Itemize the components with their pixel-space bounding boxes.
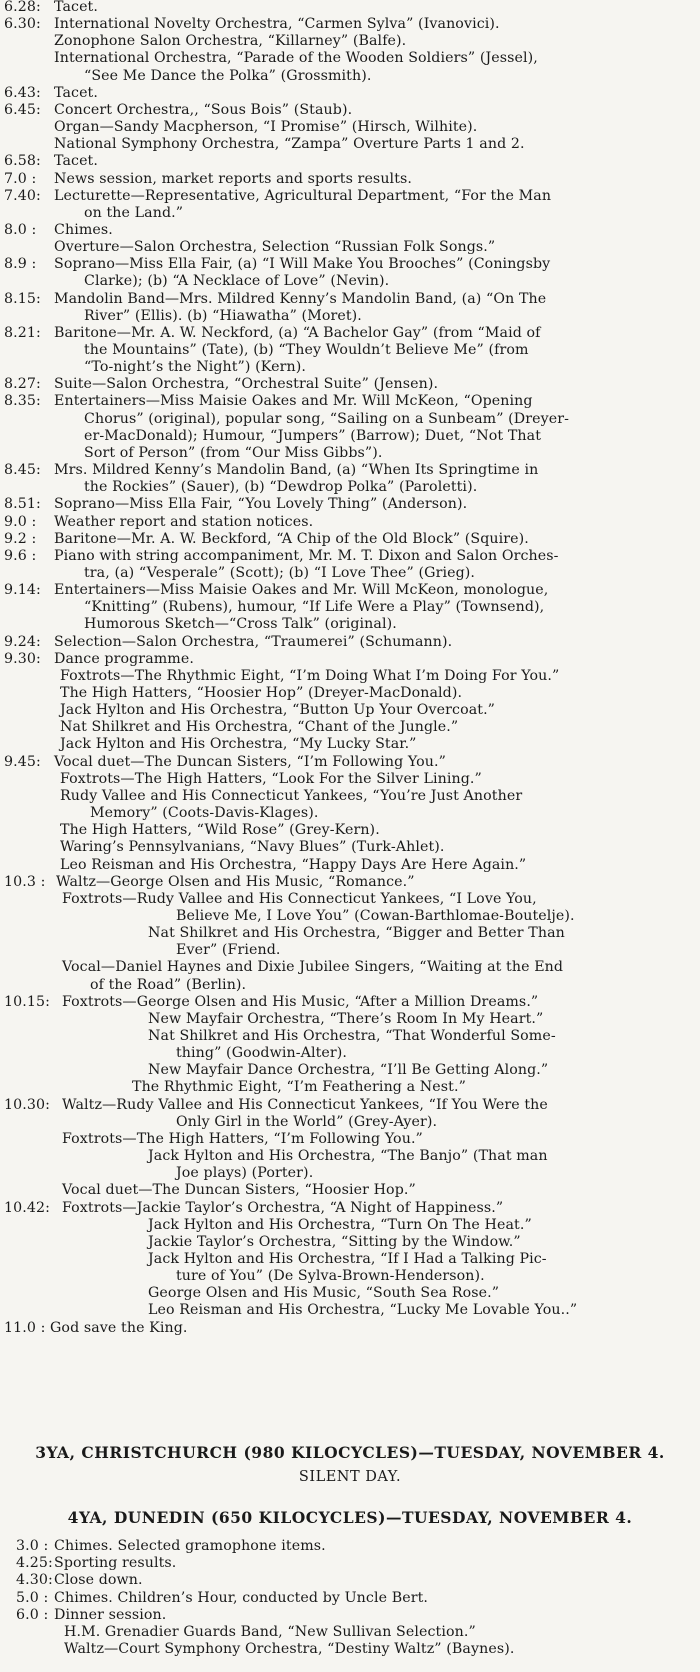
programme-text: Lecturette—Representative, Agricultural Department, “For the Man (54, 187, 552, 204)
time-label: 8.9 : (4, 256, 37, 273)
time-label: 3.0 : (16, 1538, 49, 1554)
programme-text: “To-night’s the Night”) (Kern). (84, 359, 306, 376)
programme-text: er-MacDonald); Humour, “Jumpers” (Barrow); Duet, “Not That (84, 427, 542, 444)
time-label: 8.27: (4, 376, 41, 393)
programme-text: Only Girl in the World” (Grey-Ayer). (176, 1113, 438, 1130)
silent-day-notice: SILENT DAY. (298, 1469, 402, 1485)
programme-text: the Rockies” (Sauer), (b) “Dewdrop Polka” (Paroletti). (84, 479, 478, 496)
programme-text: Nat Shilkret and His Orchestra, “Bigger and Better Than (148, 925, 565, 942)
programme-text: The Rhythmic Eight, “I’m Feathering a Nest.” (132, 1079, 466, 1096)
programme-text: Foxtrots—George Olsen and His Music, “After a Million Dreams.” (62, 993, 539, 1010)
time-label: 6.0 : (16, 1607, 49, 1623)
time-label: 10.3 : (4, 873, 46, 890)
programme-text: Foxtrots—The High Hatters, “I’m Following You.” (62, 1130, 423, 1147)
programme-text: Overture—Salon Orchestra, Selection “Russian Folk Songs.” (54, 239, 496, 256)
programme-text: New Mayfair Orchestra, “There’s Room In My Heart.” (148, 1010, 544, 1027)
programme-text: International Orchestra, “Parade of the Wooden Soldiers” (Jessel), (54, 50, 538, 67)
programme-text: Rudy Vallee and His Connecticut Yankees, “You’re Just Another (60, 787, 523, 804)
programme-text: National Symphony Orchestra, “Zampa” Overture Parts 1 and 2. (54, 136, 525, 153)
programme-text: News session, market reports and sports results. (54, 170, 412, 187)
programme-text: Joe plays) (Porter). (176, 1165, 314, 1182)
programme-text: Ever” (Friend. (176, 942, 281, 959)
time-label: 9.14: (4, 582, 41, 599)
programme-text: The High Hatters, “Wild Rose” (Grey-Kern). (60, 822, 380, 839)
programme-text: Weather report and station notices. (54, 513, 314, 530)
time-label: 4.25: (16, 1555, 53, 1571)
programme-text: Chimes. Selected gramophone items. (54, 1538, 326, 1554)
programme-text: “Knitting” (Rubens), humour, “If Life Were a Play” (Townsend), (84, 599, 545, 616)
programme-text: Jack Hylton and His Orchestra, “My Lucky Star.” (60, 736, 417, 753)
programme-text: Baritone—Mr. A. W. Beckford, “A Chip of the Old Block” (Squire). (54, 530, 529, 547)
programme-text: Nat Shilkret and His Orchestra, “That Wonderful Some- (148, 1028, 556, 1044)
programme-text: Tacet. (54, 0, 98, 15)
programme-text: Waltz—Court Symphony Orchestra, “Destiny Waltz” (Baynes). (64, 1641, 515, 1657)
station-heading-3ya: 3YA, CHRISTCHURCH (980 KILOCYCLES)—TUESDAY, NOVEMBER 4. (35, 1443, 665, 1462)
time-label: 8.35: (4, 393, 41, 410)
programme-text: Vocal—Daniel Haynes and Dixie Jubilee Singers, “Waiting at the End (62, 959, 564, 976)
time-label: 8.45: (4, 462, 41, 479)
time-label: 9.30: (4, 650, 41, 667)
time-label: 6.45: (4, 101, 41, 118)
programme-text: H.M. Grenadier Guards Band, “New Sullivan Selection.” (64, 1624, 476, 1640)
programme-text: Memory” (Coots-Davis-Klages). (90, 805, 319, 822)
programme-text: Jack Hylton and His Orchestra, “If I Had a Talking Pic- (148, 1250, 547, 1267)
time-label: 9.6 : (4, 547, 37, 564)
programme-text: Close down. (54, 1572, 143, 1588)
programme-text: Foxtrots—The High Hatters, “Look For the Silver Lining.” (60, 770, 482, 787)
time-label: 9.2 : (4, 530, 37, 547)
programme-text: Foxtrots—Jackie Taylor’s Orchestra, “A Night of Happiness.” (62, 1199, 504, 1216)
time-label: 4.30: (16, 1572, 53, 1588)
programme-text: River” (Ellis). (b) “Hiawatha” (Moret). (84, 307, 362, 324)
time-label: 11.0 : (4, 1319, 46, 1336)
programme-text: thing” (Goodwin-Alter). (176, 1045, 348, 1062)
programme-text: Leo Reisman and His Orchestra, “Happy Days Are Here Again.” (60, 856, 527, 873)
time-label: 7.40: (4, 187, 41, 204)
programme-text: ture of You” (De Sylva-Brown-Henderson). (176, 1268, 485, 1285)
programme-text: Soprano—Miss Ella Fair, “You Lovely Thing” (Anderson). (54, 496, 468, 513)
programme-text: “See Me Dance the Polka” (Grossmith). (84, 67, 372, 84)
programme-text: Chimes. Children’s Hour, conducted by Uncle Bert. (54, 1590, 429, 1606)
programme-text: George Olsen and His Music, “South Sea Rose.” (148, 1285, 500, 1302)
programme-text: Piano with string accompaniment, Mr. M. T. Dixon and Salon Orches- (54, 547, 559, 564)
programme-text: The High Hatters, “Hoosier Hop” (Dreyer-MacDonald). (60, 685, 463, 701)
programme-text: Jackie Taylor’s Orchestra, “Sitting by the Window.” (148, 1233, 521, 1250)
time-label: 9.45: (4, 753, 41, 770)
programme-text: Sort of Person” (from “Our Miss Gibbs”). (84, 444, 383, 461)
programme-text: of the Road” (Berlin). (90, 976, 247, 993)
programme-text: Foxtrots—Rudy Vallee and His Connecticut Yankees, “I Love You, (62, 890, 537, 907)
programme-text: Dance programme. (54, 650, 194, 667)
programme-text: Baritone—Mr. A. W. Neckford, (a) “A Bachelor Gay” (from “Maid of (54, 324, 541, 341)
programme-text: Vocal duet—The Duncan Sisters, “Hoosier Hop.” (62, 1182, 416, 1199)
time-label: 10.42: (4, 1199, 50, 1216)
programme-text: on the Land.” (84, 204, 184, 221)
time-label: 10.30: (4, 1096, 50, 1113)
programme-text: Chimes. (54, 221, 113, 238)
programme-text: the Mountains” (Tate), (b) “They Wouldn’t Believe Me” (from (84, 342, 529, 358)
programme-text: International Novelty Orchestra, “Carmen Sylva” (Ivanovici). (54, 16, 500, 33)
programme-text: Zonophone Salon Orchestra, “Killarney” (Balfe). (54, 33, 407, 50)
programme-text: Concert Orchestra,, “Sous Bois” (Staub). (54, 101, 353, 118)
programme-text: New Mayfair Dance Orchestra, “I’ll Be Getting Along.” (148, 1062, 549, 1079)
time-label: 8.15: (4, 290, 41, 307)
programme-text: Clarke); (b) “A Necklace of Love” (Nevin). (84, 273, 390, 290)
programme-text: Jack Hylton and His Orchestra, “Turn On The Heat.” (148, 1216, 532, 1233)
programme-text: Jack Hylton and His Orchestra, “Button Up Your Overcoat.” (60, 702, 496, 719)
programme-text: Believe Me, I Love You” (Cowan-Barthlomae-Boutelje). (176, 907, 575, 924)
time-label: 6.28: (4, 0, 41, 15)
programme-text: Waltz—Rudy Vallee and His Connecticut Yankees, “If You Were the (62, 1096, 548, 1113)
time-label: 7.0 : (4, 170, 37, 187)
programme-text: Organ—Sandy Macpherson, “I Promise” (Hirsch, Wilhite). (54, 119, 478, 136)
time-label: 10.15: (4, 993, 50, 1010)
programme-text: Selection—Salon Orchestra, “Traumerei” (Schumann). (54, 633, 453, 650)
programme-text: tra, (a) “Vesperale” (Scott); (b) “I Love Thee” (Grieg). (84, 564, 476, 581)
programme-text: Vocal duet—The Duncan Sisters, “I’m Following You.” (54, 753, 447, 770)
programme-text: Dinner session. (54, 1607, 167, 1623)
programme-text: Mrs. Mildred Kenny’s Mandolin Band, (a) “When Its Springtime in (54, 462, 539, 479)
time-label: 6.43: (4, 84, 41, 101)
time-label: 8.51: (4, 496, 41, 513)
programme-text: Waring’s Pennsylvanians, “Navy Blues” (Turk-Ahlet). (60, 839, 445, 856)
time-label: 9.0 : (4, 513, 37, 530)
programme-text: Jack Hylton and His Orchestra, “The Banjo” (That man (148, 1148, 548, 1165)
programme-text: Nat Shilkret and His Orchestra, “Chant of the Jungle.” (60, 719, 459, 736)
time-label: 6.30: (4, 16, 41, 33)
programme-text: Entertainers—Miss Maisie Oakes and Mr. Will McKeon, “Opening (54, 393, 533, 410)
programme-text: Leo Reisman and His Orchestra, “Lucky Me Lovable You..” (148, 1302, 578, 1319)
time-label: 8.21: (4, 324, 41, 341)
programme-text: Entertainers—Miss Maisie Oakes and Mr. Will McKeon, monologue, (54, 582, 549, 599)
programme-text: Foxtrots—The Rhythmic Eight, “I’m Doing What I’m Doing For You.” (60, 667, 560, 684)
programme-text: Mandolin Band—Mrs. Mildred Kenny’s Mandolin Band, (a) “On The (54, 290, 547, 307)
programme-text: Humorous Sketch—“Cross Talk” (original). (84, 616, 397, 633)
programme-text: Chorus” (original), popular song, “Sailing on a Sunbeam” (Dreyer- (84, 410, 570, 427)
station-heading-4ya: 4YA, DUNEDIN (650 KILOCYCLES)—TUESDAY, NOVEMBER 4. (67, 1508, 633, 1527)
time-label: 8.0 : (4, 221, 37, 238)
programme-text: Waltz—George Olsen and His Music, “Romance.” (56, 873, 415, 890)
programme-text: Tacet. (54, 84, 98, 101)
programme-text: Suite—Salon Orchestra, “Orchestral Suite” (Jensen). (54, 376, 439, 393)
time-label: 9.24: (4, 633, 41, 650)
time-label: 5.0 : (16, 1590, 49, 1606)
programme-text: Soprano—Miss Ella Fair, (a) “I Will Make You Brooches” (Coningsby (54, 256, 551, 273)
programme-text: Tacet. (54, 153, 98, 170)
programme-text: Sporting results. (54, 1555, 177, 1571)
programme-text: God save the King. (50, 1319, 188, 1336)
time-label: 6.58: (4, 153, 41, 170)
